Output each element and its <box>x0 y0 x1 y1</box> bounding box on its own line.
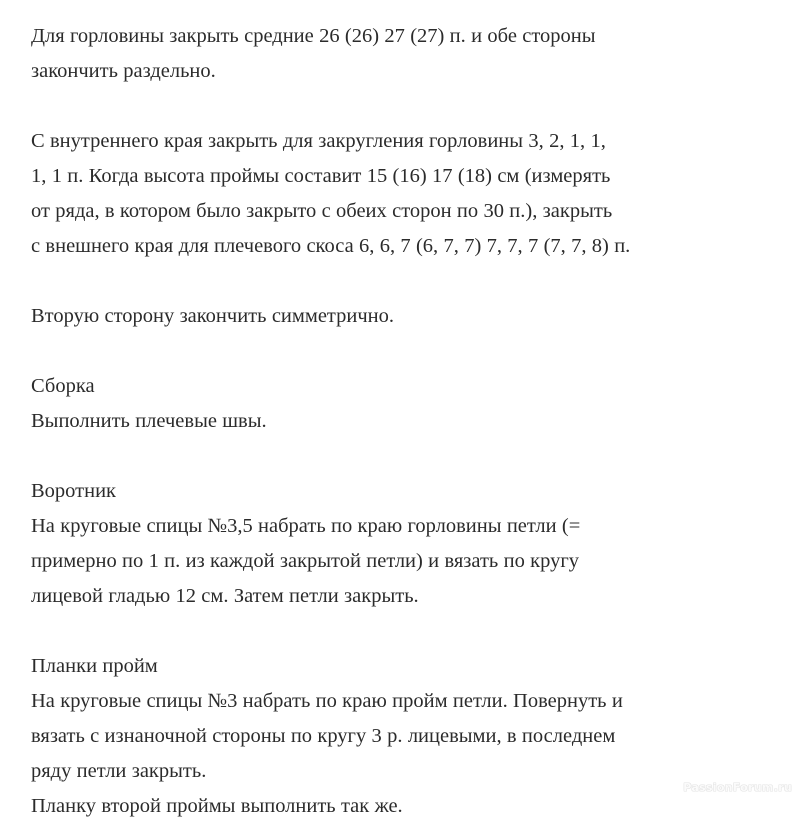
section-heading-collar: Воротник <box>31 480 117 502</box>
text-line: с внешнего края для плечевого скоса 6, 6, 7 (6, 7, 7) 7, 7, 7 (7, 7, 8) п. <box>31 235 631 257</box>
section-collar <box>31 474 773 614</box>
text-line: С внутреннего края закрыть для закругления горловины 3, 2, 1, 1, <box>31 130 606 152</box>
text-line: примерно по 1 п. из каждой закрытой петли) и вязать по кругу <box>31 550 579 572</box>
document-text-body <box>31 19 773 824</box>
text-line: Планку второй проймы выполнить так же. <box>31 795 403 817</box>
text-line: На круговые спицы №3,5 набрать по краю горловины петли (= <box>31 515 581 537</box>
paragraph-spacer <box>31 89 773 124</box>
text-line: вязать с изнаночной стороны по кругу 3 р. лицевыми, в последнем <box>31 725 616 747</box>
section-heading-armhole-bands: Планки пройм <box>31 655 158 677</box>
paragraph-spacer <box>31 439 773 474</box>
text-line: лицевой гладью 12 см. Затем петли закрыть. <box>31 585 419 607</box>
site-watermark: PassionForum.ru <box>683 781 792 794</box>
paragraph-neckline <box>31 19 773 89</box>
section-heading-assembly: Сборка <box>31 375 95 397</box>
paragraph-neckline-shaping <box>31 124 773 264</box>
paragraph-second-side <box>31 299 773 334</box>
text-line: Вторую сторону закончить симметрично. <box>31 305 395 327</box>
text-line: Для горловины закрыть средние 26 (26) 27 (27) п. и обе стороны <box>31 25 596 47</box>
section-assembly <box>31 369 773 439</box>
text-line: ряду петли закрыть. <box>31 760 207 782</box>
paragraph-spacer <box>31 264 773 299</box>
text-line: Выполнить плечевые швы. <box>31 410 267 432</box>
paragraph-spacer <box>31 614 773 649</box>
section-armhole-bands <box>31 649 773 824</box>
text-line: На круговые спицы №3 набрать по краю пройм петли. Повернуть и <box>31 690 623 712</box>
text-line: от ряда, в котором было закрыто с обеих сторон по 30 п.), закрыть <box>31 200 613 222</box>
text-line: закончить раздельно. <box>31 60 216 82</box>
text-line: 1, 1 п. Когда высота проймы составит 15 (16) 17 (18) см (измерять <box>31 165 611 187</box>
paragraph-spacer <box>31 334 773 369</box>
